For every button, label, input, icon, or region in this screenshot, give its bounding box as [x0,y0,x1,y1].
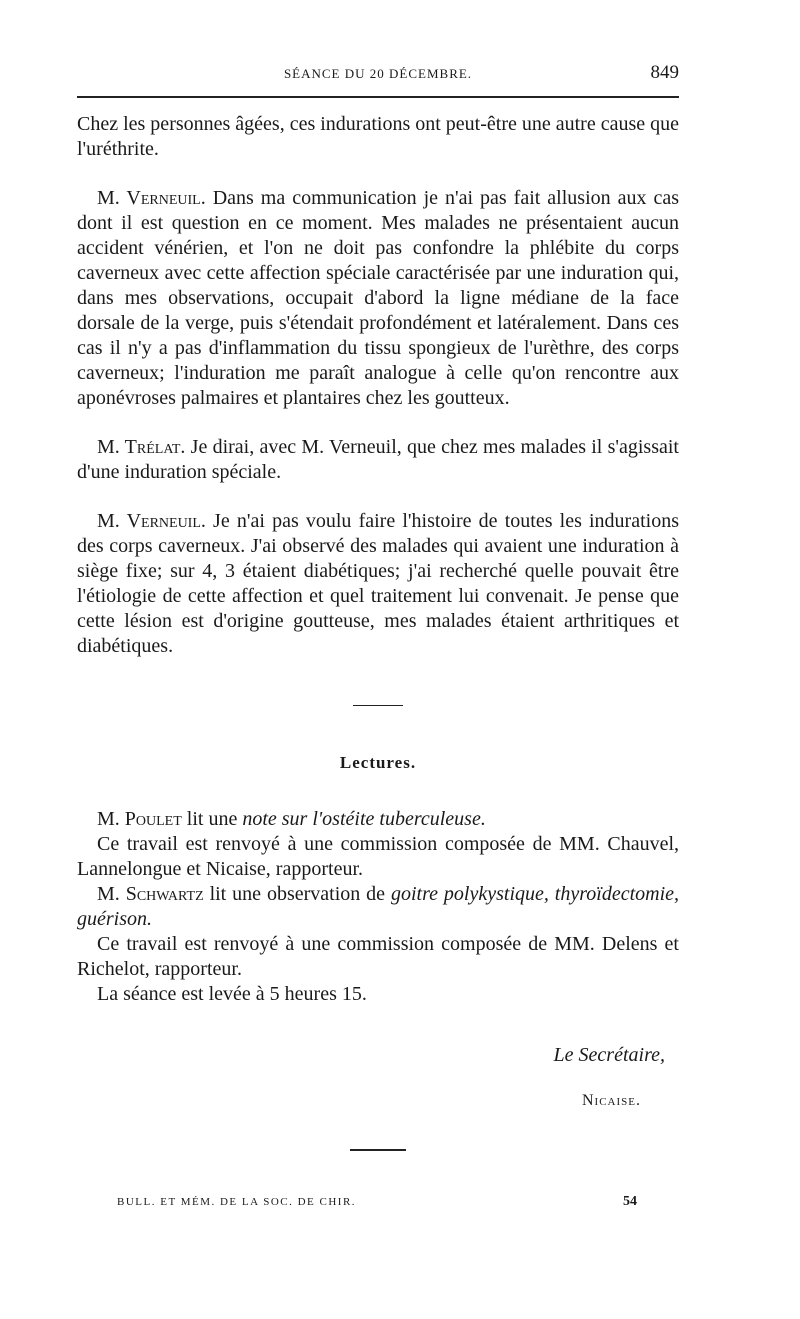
speaker-name: M. Verneuil. [97,187,206,209]
section-separator [353,705,403,706]
running-header [77,62,679,86]
signature-role: Le Secrétaire, [553,1044,665,1066]
paragraph-text: Je dirai, avec M. Verneuil, que chez mes malades il s'agissait d'une induration spéciale. [77,436,679,483]
lecture-referral-1: Ce travail est renvoyé à une commission composée de MM. Chauvel, Lannelongue et Nicaise, rapporteur. [77,833,679,880]
signature-block [77,1043,679,1113]
lecture-title: note sur l'ostéite tuberculeuse. [242,808,486,830]
paragraph-text: Dans ma communication je n'ai pas fait allusion aux cas dont il est question en ce moment. Mes malades ne présentaient aucun accident vénérien, et l'on ne doit pas confondre la phlébite du corps caverneux avec cette affection spéciale caractérisée par une induration qui, dans mes observations, occupait d'abord la ligne médiane de la face dorsale de la verge, puis s'étendait profondément et latéralement. Dans ces cas il n'y a pas d'inflammation du tissu spongieux de l'urèthre, des corps caverneux; l'induration me paraît analogue à celle qu'on rencontre aux aponévroses palmaires et plantaires chez les goutteux. [77,187,679,409]
speaker-name: M. Schwartz [97,883,204,905]
lecture-text: lit une observation de [203,883,391,905]
paragraph-trelat [77,435,679,485]
header-rule [77,96,679,98]
paragraph-verneuil-2 [77,509,679,659]
page-footer [117,1196,679,1208]
paragraph-verneuil-1 [77,186,679,411]
closing-line: La séance est levée à 5 heures 15. [97,983,367,1005]
speaker-name: M. Poulet [97,808,182,830]
section-heading: Lectures. [339,753,417,772]
header-title: SÉANCE DU 20 DÉCEMBRE. [283,66,473,81]
page-number: 849 [650,62,679,83]
signature-name: Nicaise. [582,1092,641,1109]
lecture-title: goitre polykystique, thyroïdectomie, guérison. [77,883,680,930]
footer-text: BULL. ET MÉM. DE LA SOC. DE CHIR. [117,1196,357,1208]
speaker-name: M. Trélat. [97,436,186,458]
paragraph-1: Chez les personnes âgées, ces indurations ont peut-être une autre cause que l'uréthrite. [77,113,679,160]
signature-mark: 54 [623,1194,637,1209]
lecture-poulet [77,807,679,832]
lecture-referral-2: Ce travail est renvoyé à une commission composée de MM. Delens et Richelot, rapporteur. [77,933,679,980]
speaker-name: M. Verneuil. [97,510,206,532]
lecture-text: lit une [181,808,243,830]
end-separator [350,1149,406,1151]
lecture-schwartz [77,882,679,932]
paragraph-text: Je n'ai pas voulu faire l'histoire de toutes les indurations des corps caverneux. J'ai observé des malades qui avaient une induration à siège fixe; sur 4, 3 étaient diabétiques; j'ai recherché quelle pouvait être l'étiologie de cette affection et quel traitement lui convenait. Je pense que cette lésion est d'origine goutteuse, mes malades étaient arthritiques et diabétiques. [77,510,679,657]
body-text [77,112,679,1151]
